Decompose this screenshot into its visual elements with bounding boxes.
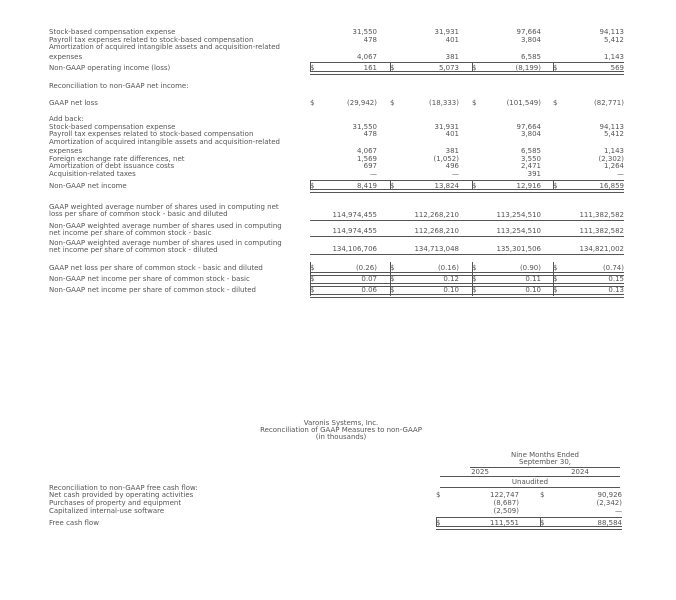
row-value: 478 <box>363 130 377 138</box>
shares-value: 134,106,706 <box>332 245 377 253</box>
row-value: 401 <box>445 130 459 138</box>
subtotal-rule <box>310 62 624 63</box>
row-value: 3,550 <box>520 155 541 163</box>
cell-border <box>553 62 554 72</box>
currency-symbol: $ <box>472 275 477 283</box>
shares-label: GAAP weighted average number of shares used in computing net <box>49 203 279 211</box>
cell-border <box>310 262 311 296</box>
cell-border <box>390 180 391 190</box>
currency-symbol: $ <box>553 64 558 72</box>
cell-border <box>390 62 391 72</box>
row-value: — <box>617 170 624 178</box>
currency-symbol: $ <box>553 275 558 283</box>
currency-symbol: $ <box>310 275 315 283</box>
currency-symbol: $ <box>472 264 477 272</box>
row-value: 4,067 <box>356 147 377 155</box>
cell-border <box>436 517 437 527</box>
currency-symbol: $ <box>390 99 395 107</box>
eps-value: (0.16) <box>437 264 459 272</box>
eps-value: 0.06 <box>361 286 377 294</box>
fcf-value: 122,747 <box>490 491 519 499</box>
currency-symbol: $ <box>390 275 395 283</box>
row-value: 3,804 <box>520 36 541 44</box>
currency-symbol: $ <box>390 286 395 294</box>
row-label: expenses <box>49 53 83 61</box>
shares-value: 111,382,582 <box>579 211 624 219</box>
row-value: 31,550 <box>352 28 377 36</box>
cell-border <box>553 180 554 190</box>
currency-symbol: $ <box>310 99 315 107</box>
cell-border <box>472 262 473 296</box>
currency-symbol: $ <box>472 99 477 107</box>
currency-symbol: $ <box>310 264 315 272</box>
cell-border <box>390 262 391 296</box>
row-value: — <box>370 170 377 178</box>
eps-value: 0.07 <box>361 275 377 283</box>
row-value: 16,859 <box>599 182 624 190</box>
net-loss-value: (18,333) <box>429 99 459 107</box>
row-value: 1,264 <box>603 162 624 170</box>
shares-value: 114,974,455 <box>332 227 377 235</box>
row-value: 4,067 <box>356 53 377 61</box>
eps-value: 0.11 <box>525 275 541 283</box>
fcf-value: (2,342) <box>596 499 622 507</box>
fcf-row-label: Capitalized internal-use software <box>49 507 165 515</box>
period-header-date: September 30, <box>518 458 572 466</box>
row-label: Amortization of acquired intangible assets and acquisition-related <box>49 43 280 51</box>
row-value: 31,931 <box>434 123 459 131</box>
net-loss-value: (101,549) <box>506 99 541 107</box>
currency-symbol: $ <box>472 182 477 190</box>
eps-value: 0.10 <box>443 286 459 294</box>
row-value: 381 <box>445 53 459 61</box>
total-double-rule <box>310 189 624 193</box>
row-value: 1,143 <box>603 53 624 61</box>
shares-value: 112,268,210 <box>414 227 459 235</box>
row-label: Non-GAAP operating income (loss) <box>49 64 171 72</box>
eps-value: 0.13 <box>608 286 624 294</box>
cell-border <box>472 62 473 72</box>
fcf-value: 111,551 <box>490 519 519 527</box>
row-value: 94,113 <box>599 28 624 36</box>
currency-symbol: $ <box>553 182 558 190</box>
row-label: Acquisition-related taxes <box>49 170 136 178</box>
row-value: 12,916 <box>516 182 541 190</box>
row-label: Non-GAAP net income <box>49 182 127 190</box>
shares-value: 113,254,510 <box>496 211 541 219</box>
audit-underline <box>440 487 620 488</box>
fcf-heading: Reconciliation to non-GAAP free cash flow: <box>49 484 198 492</box>
row-value: 391 <box>527 170 541 178</box>
row-value: 381 <box>445 147 459 155</box>
shares-value: 113,254,510 <box>496 227 541 235</box>
fcf-row-label: Purchases of property and equipment <box>49 499 182 507</box>
row-value: 5,412 <box>603 36 624 44</box>
currency-symbol: $ <box>436 491 441 499</box>
row-value: 569 <box>610 64 624 72</box>
eps-value: 0.12 <box>443 275 459 283</box>
currency-symbol: $ <box>472 286 477 294</box>
row-value: 31,931 <box>434 28 459 36</box>
shares-rule <box>310 236 624 237</box>
shares-value: 134,713,048 <box>414 245 459 253</box>
currency-symbol: $ <box>553 286 558 294</box>
fcf-value: 88,584 <box>597 519 622 527</box>
eps-value: 0.10 <box>525 286 541 294</box>
fcf-row-label: Free cash flow <box>49 519 99 527</box>
row-label: Amortization of debt issuance costs <box>49 162 175 170</box>
row-label: expenses <box>49 147 83 155</box>
fcf-value: (8,687) <box>493 499 519 507</box>
shares-value: 112,268,210 <box>414 211 459 219</box>
currency-symbol: $ <box>436 519 441 527</box>
eps-label: Non-GAAP net income per share of common stock - basic <box>49 275 250 283</box>
currency-symbol: $ <box>472 64 477 72</box>
year-2025: 2025 <box>471 468 489 476</box>
cell-border <box>310 62 311 72</box>
row-value: 5,073 <box>438 64 459 72</box>
fcf-subtotal-rule <box>436 517 622 518</box>
add-back-label: Add back: <box>49 115 84 123</box>
row-value: 6,585 <box>520 147 541 155</box>
shares-label-cont: net income per share of common stock - diluted <box>49 246 218 254</box>
row-value: 161 <box>363 64 377 72</box>
row-value: (1,052) <box>433 155 459 163</box>
currency-symbol: $ <box>390 64 395 72</box>
eps-value: (0.74) <box>602 264 624 272</box>
shares-rule <box>310 220 624 221</box>
shares-label: Non-GAAP weighted average number of shares used in computing <box>49 222 282 230</box>
shares-label-cont: loss per share of common stock - basic and diluted <box>49 210 228 218</box>
currency-symbol: $ <box>553 99 558 107</box>
shares-rule <box>310 254 624 255</box>
row-value: 6,585 <box>520 53 541 61</box>
currency-symbol: $ <box>310 64 315 72</box>
recon-heading: Reconciliation to non-GAAP net income: <box>49 82 189 90</box>
currency-symbol: $ <box>390 182 395 190</box>
row-value: 97,664 <box>516 123 541 131</box>
eps-value: (0.26) <box>355 264 377 272</box>
shares-label: Non-GAAP weighted average number of shares used in computing <box>49 239 282 247</box>
eps-label: Non-GAAP net income per share of common stock - diluted <box>49 286 256 294</box>
total-double-rule <box>310 71 624 75</box>
row-value: 496 <box>445 162 459 170</box>
period-underline <box>470 467 620 468</box>
cell-border <box>540 517 541 527</box>
row-value: 97,664 <box>516 28 541 36</box>
currency-symbol: $ <box>310 286 315 294</box>
fcf-value: 90,926 <box>597 491 622 499</box>
units-note: (in thousands) <box>315 433 367 441</box>
row-value: 697 <box>363 162 377 170</box>
row-value: 2,471 <box>520 162 541 170</box>
eps-double-rule <box>310 294 624 298</box>
row-value: 8,419 <box>356 182 377 190</box>
row-value: (8,199) <box>515 64 541 72</box>
row-value: 5,412 <box>603 130 624 138</box>
row-label: Foreign exchange rate differences, net <box>49 155 185 163</box>
eps-value: (0.90) <box>519 264 541 272</box>
fcf-row-label: Net cash provided by operating activities <box>49 491 194 499</box>
row-value: 3,804 <box>520 130 541 138</box>
row-label: GAAP net loss <box>49 99 98 107</box>
net-loss-value: (29,942) <box>347 99 377 107</box>
year-underline <box>440 476 620 477</box>
row-label: Payroll tax expenses related to stock-based compensation <box>49 36 254 44</box>
row-value: 478 <box>363 36 377 44</box>
shares-value: 111,382,582 <box>579 227 624 235</box>
row-label: Stock-based compensation expense <box>49 123 176 131</box>
row-value: 401 <box>445 36 459 44</box>
net-loss-value: (82,771) <box>594 99 624 107</box>
section-title: Reconciliation of GAAP Measures to non-GAAP <box>260 426 422 434</box>
cell-border <box>310 180 311 190</box>
fcf-total-double-rule <box>436 526 622 530</box>
row-value: 94,113 <box>599 123 624 131</box>
row-value: 31,550 <box>352 123 377 131</box>
currency-symbol: $ <box>390 264 395 272</box>
row-label: Amortization of acquired intangible assets and acquisition-related <box>49 138 280 146</box>
row-value: (2,302) <box>598 155 624 163</box>
row-value: 1,569 <box>356 155 377 163</box>
currency-symbol: $ <box>540 519 545 527</box>
company-name: Varonis Systems, Inc. <box>303 419 379 427</box>
shares-value: 114,974,455 <box>332 211 377 219</box>
row-value: 13,824 <box>434 182 459 190</box>
row-label: Payroll tax expenses related to stock-based compensation <box>49 130 254 138</box>
fcf-value: (2,509) <box>493 507 519 515</box>
shares-value: 134,821,002 <box>579 245 624 253</box>
cell-border <box>553 262 554 296</box>
shares-value: 135,301,506 <box>496 245 541 253</box>
currency-symbol: $ <box>540 491 545 499</box>
currency-symbol: $ <box>553 264 558 272</box>
cell-border <box>472 180 473 190</box>
fcf-value: — <box>615 507 622 515</box>
unaudited-label: Unaudited <box>511 478 549 486</box>
shares-label-cont: net income per share of common stock - basic <box>49 229 212 237</box>
subtotal-rule <box>310 180 624 181</box>
row-value: — <box>452 170 459 178</box>
currency-symbol: $ <box>310 182 315 190</box>
eps-value: 0.15 <box>608 275 624 283</box>
row-value: 1,143 <box>603 147 624 155</box>
row-label: Stock-based compensation expense <box>49 28 176 36</box>
period-header: Nine Months Ended <box>510 451 579 459</box>
year-2024: 2024 <box>571 468 589 476</box>
eps-label: GAAP net loss per share of common stock - basic and diluted <box>49 264 263 272</box>
